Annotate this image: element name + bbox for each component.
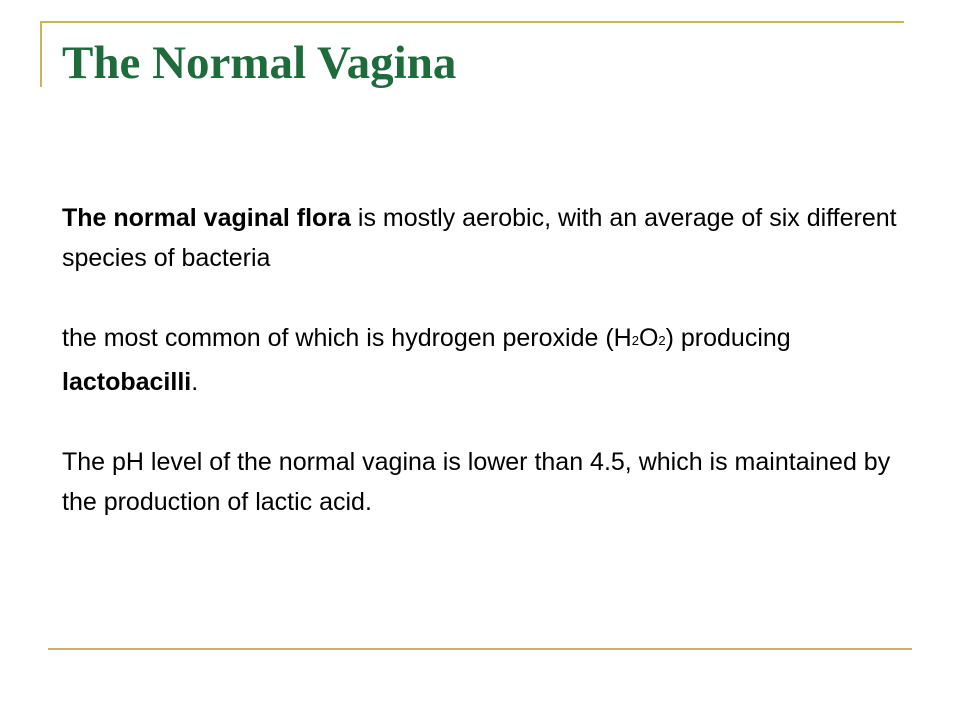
top-rule-line: [40, 21, 904, 23]
paragraph-ph: The pH level of the normal vagina is lower than 4.5, which is maintained by the production of lactic acid.: [62, 448, 891, 516]
left-rule-line: [40, 21, 42, 87]
slide-title: The Normal Vagina: [62, 37, 457, 89]
flora-bold-lead: The normal vaginal flora: [62, 204, 351, 232]
flora-text: is mostly aerobic, with an average of six different species of bacteria: [62, 204, 897, 272]
subscript-o: 2: [658, 333, 666, 348]
paragraph-lactobacilli: [62, 318, 902, 402]
lacto-text-mid: O: [638, 324, 659, 352]
lacto-text-after: ) producing: [665, 324, 791, 352]
slide-body: [62, 198, 902, 522]
lactobacilli-term: lactobacilli: [62, 368, 192, 396]
subscript-h: 2: [631, 333, 639, 348]
lacto-text-before: the most common of which is hydrogen peroxide (H: [62, 324, 632, 352]
lacto-end: .: [191, 368, 199, 396]
paragraph-flora: [62, 198, 902, 278]
bottom-rule-line: [48, 648, 912, 650]
